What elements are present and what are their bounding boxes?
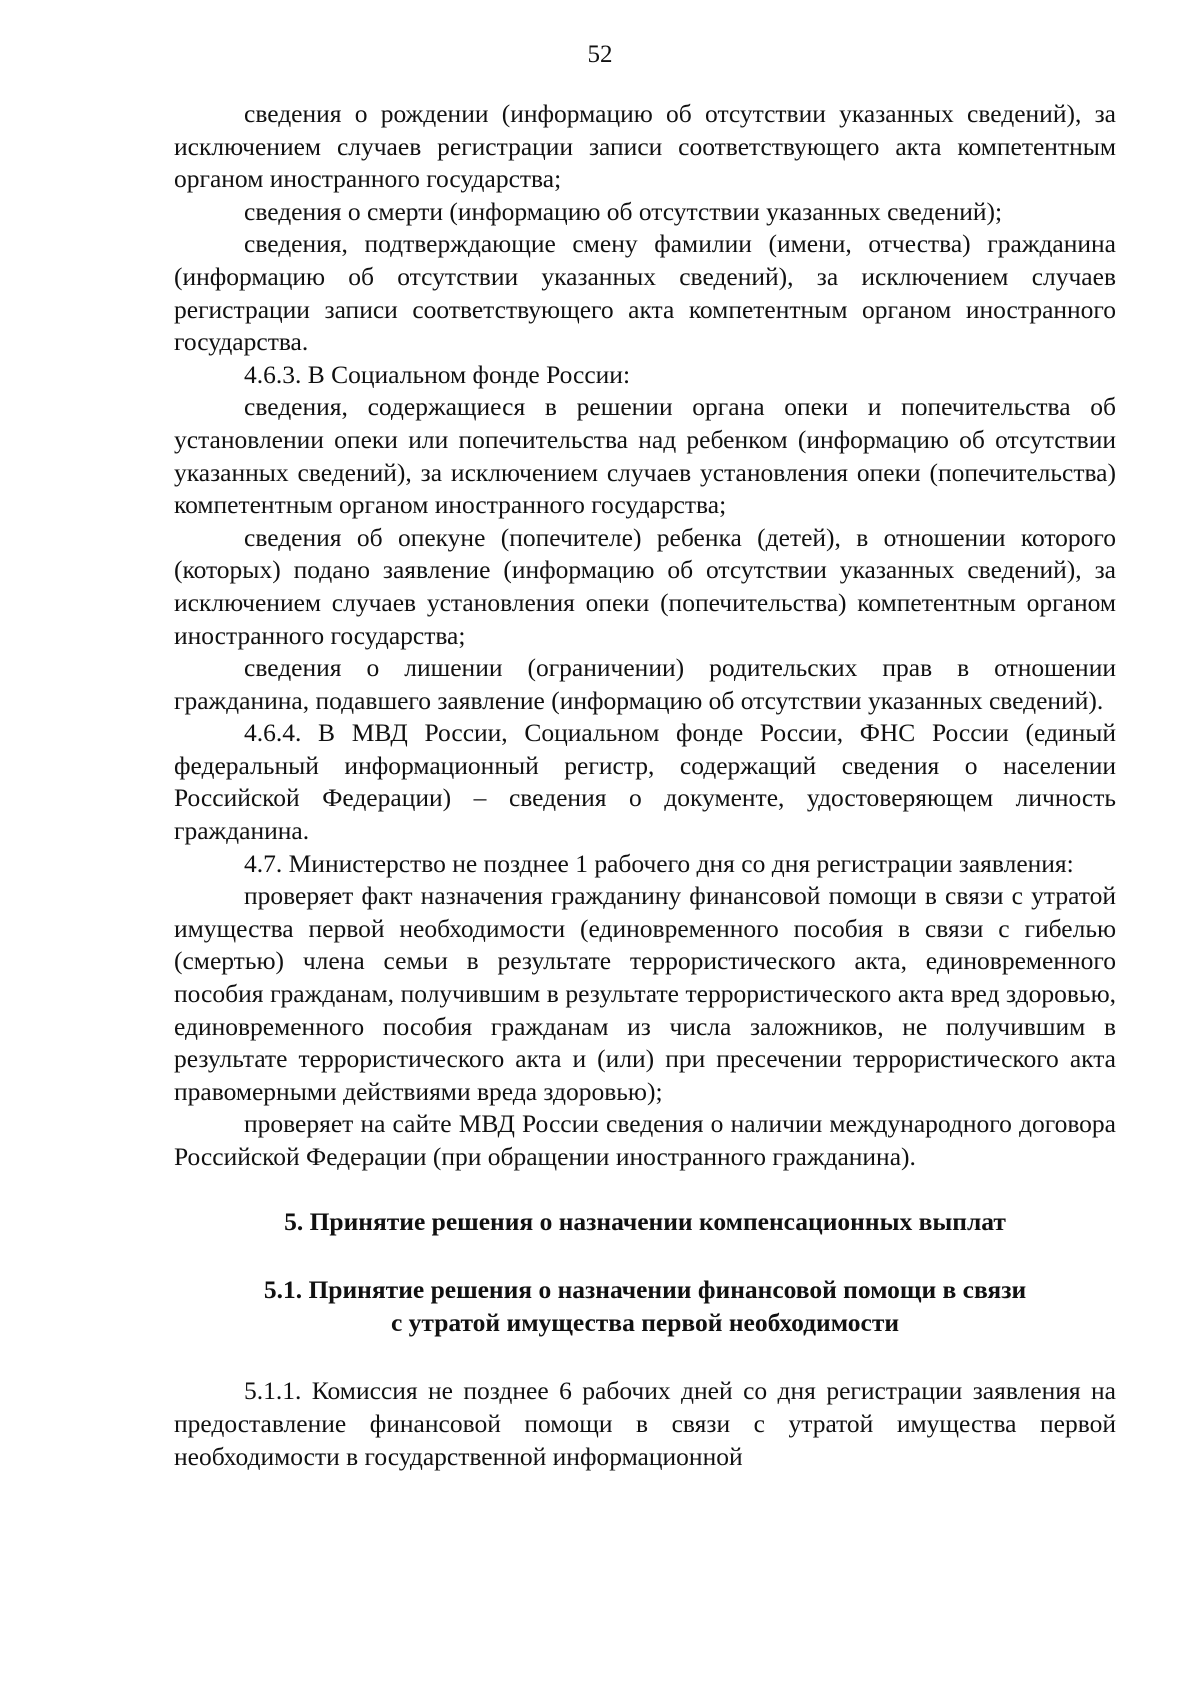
paragraph: проверяет на сайте МВД России сведения о наличии международного договора Российской Федерации (при обращении иностранного гражданина). — [174, 1109, 1116, 1171]
subsection-heading — [174, 1274, 1116, 1339]
paragraph: сведения о смерти (информацию об отсутствии указанных сведений); — [244, 196, 1003, 226]
paragraph: сведения, содержащиеся в решении органа опеки и попечительства об установлении опеки или попечительства над ребенком (информацию об отсутствии указанных сведений), за исключением случаев установления опеки (попечительства) компетентным органом иностранного государства; — [174, 392, 1116, 520]
subsection-heading-line-2: с утратой имущества первой необходимости — [390, 1307, 900, 1337]
section-heading: 5. Принятие решения о назначении компенсационных выплат — [284, 1206, 1006, 1236]
paragraph: сведения о лишении (ограничении) родительских прав в отношении гражданина, подавшего заявление (информацию об отсутствии указанных сведений). — [174, 653, 1116, 715]
paragraph: сведения, подтверждающие смену фамилии (имени, отчества) гражданина (информацию об отсутствии указанных сведений), за исключением случаев регистрации записи соответствующего акта компетентным органом иностранного государства. — [174, 229, 1116, 357]
paragraph: проверяет факт назначения гражданину финансовой помощи в связи с утратой имущества первой необходимости (единовременного пособия в связи с гибелью (смертью) члена семьи в результате террористического акта, единовременного пособия гражданам, получившим в результате террористического акта вред здоровью, единовременного пособия гражданам из числа заложников, не получившим в результате террористического акта и (или) при пресечении террористического акта правомерными действиями вреда здоровью); — [174, 881, 1116, 1106]
paragraph: сведения об опекуне (попечителе) ребенка (детей), в отношении которого (которых) подано заявление (информацию об отсутствии указанных сведений), за исключением случаев установления опеки (попечительства) компетентным органом иностранного государства; — [174, 522, 1116, 650]
document-body — [174, 98, 1116, 1473]
paragraph: 4.6.4. В МВД России, Социальном фонде России, ФНС России (единый федеральный информационный регистр, содержащий сведения о населении Российской Федерации) – сведения о документе, удостоверяющем личность гражданина. — [174, 718, 1116, 846]
paragraph: 4.7. Министерство не позднее 1 рабочего дня со дня регистрации заявления: — [244, 848, 1074, 878]
paragraph: 4.6.3. В Социальном фонде России: — [244, 359, 631, 389]
paragraph: 5.1.1. Комиссия не позднее 6 рабочих дней со дня регистрации заявления на предоставление финансовой помощи в связи с утратой имущества первой необходимости в государственной информационной — [174, 1376, 1116, 1471]
paragraph: сведения о рождении (информацию об отсутствии указанных сведений), за исключением случаев регистрации записи соответствующего акта компетентным органом иностранного государства; — [174, 99, 1116, 194]
subsection-heading-line-1: 5.1. Принятие решения о назначении финансовой помощи в связи — [263, 1275, 1027, 1305]
page-number: 52 — [587, 41, 613, 68]
